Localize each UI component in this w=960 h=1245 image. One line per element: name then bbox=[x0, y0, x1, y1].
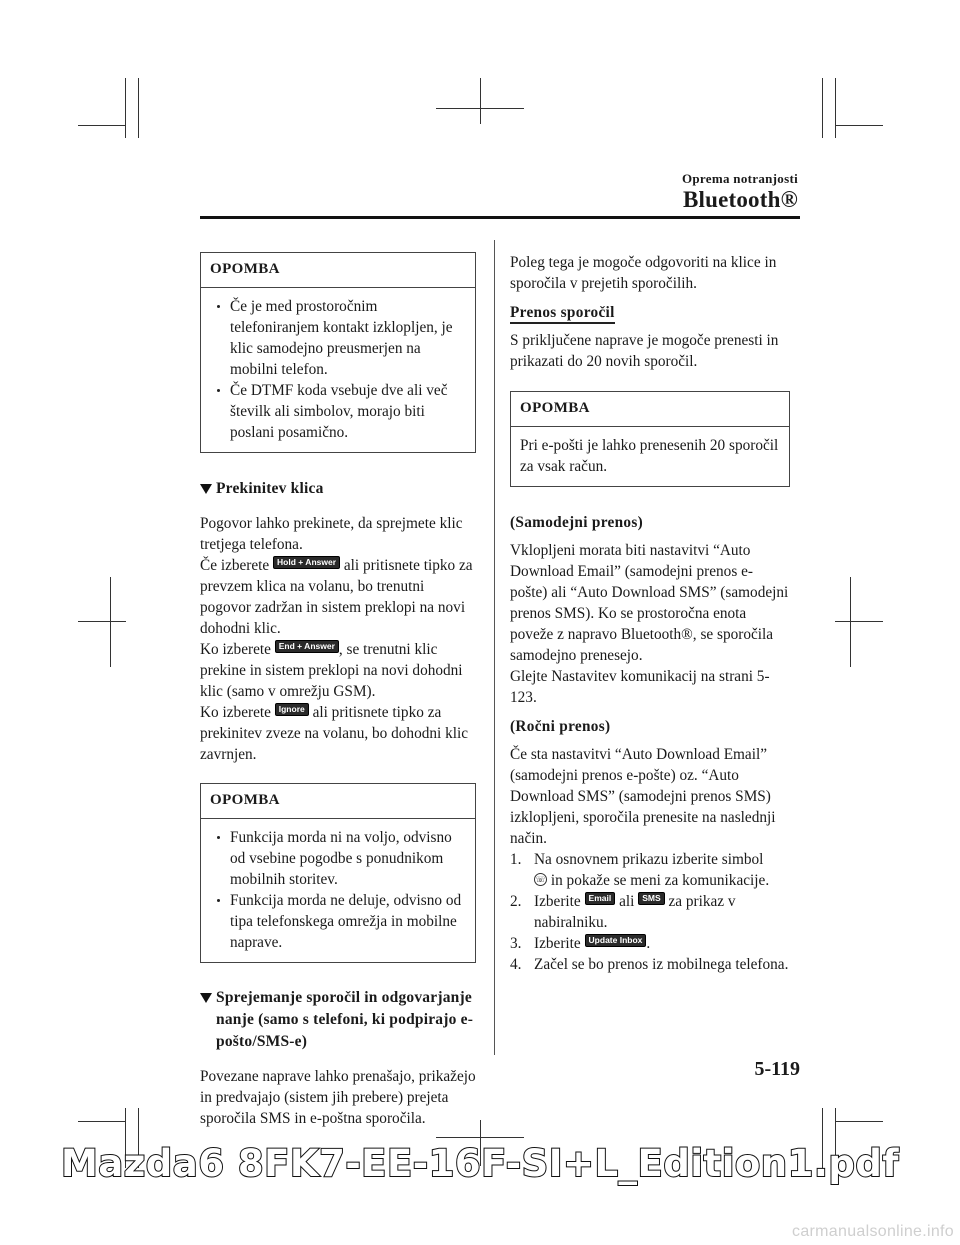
note-text: Funkcija morda ni na voljo, odvisno od vsebine pogodbe s ponudnikom mobilnih storitev. bbox=[230, 829, 452, 888]
paragraph: Poleg tega je mogoče odgovoriti na klice in sporočila v prejetih sporočilih. bbox=[510, 254, 777, 292]
crop-mark bbox=[480, 78, 481, 124]
step-number: 3. bbox=[510, 935, 522, 952]
communication-icon: ☏ bbox=[535, 875, 546, 884]
left-column bbox=[200, 252, 476, 1129]
footer-filename: Mazda6 8FK7-EE-16F-SI+L_Edition1.pdf bbox=[60, 1142, 900, 1185]
triangle-icon bbox=[200, 993, 212, 1003]
subheading-wrap bbox=[510, 302, 790, 324]
note-bullet bbox=[210, 890, 465, 953]
section-heading bbox=[200, 987, 476, 1053]
step-item: 1. Na osnovnem prikazu izberite simbol ☏ in pokaže se meni za komunikacije. bbox=[510, 851, 770, 889]
column-divider bbox=[494, 240, 495, 1055]
note-text: Funkcija morda ne deluje, odvisno od tipa telefonskega omrežja in mobilne naprave. bbox=[230, 892, 462, 951]
crop-mark bbox=[78, 125, 126, 126]
paragraph: Pogovor lahko prekinete, da sprejmete klic tretjega telefona. bbox=[200, 515, 463, 553]
note-title: OPOMBA bbox=[201, 253, 475, 288]
bullet-icon bbox=[217, 836, 220, 839]
bullet-icon bbox=[217, 899, 220, 902]
bullet-icon bbox=[217, 305, 220, 308]
note-bullet bbox=[210, 380, 465, 443]
page-title: Bluetooth® bbox=[682, 187, 798, 212]
step-item: 4. Začel se bo prenos iz mobilnega telefona. bbox=[510, 956, 789, 973]
note-bullet bbox=[210, 827, 465, 890]
crop-mark bbox=[436, 1137, 524, 1138]
crop-mark bbox=[78, 1121, 126, 1122]
watermark: carmanualsonline.info bbox=[792, 1223, 954, 1240]
note-box bbox=[200, 783, 476, 963]
page-number: 5-119 bbox=[754, 1058, 800, 1080]
crop-mark bbox=[835, 621, 883, 622]
email-button: Email bbox=[585, 892, 616, 905]
ignore-button: Ignore bbox=[275, 703, 309, 716]
paragraph: Ko izberete End + Answer , se trenutni klic prekine in sistem preklopi na novi dohodni klic (samo v omrežju GSM). bbox=[200, 641, 463, 700]
crop-mark bbox=[822, 78, 823, 138]
crop-mark bbox=[436, 108, 524, 109]
section-heading bbox=[200, 478, 476, 500]
step-number: 2. bbox=[510, 893, 522, 910]
note-box bbox=[200, 252, 476, 453]
step-number: 4. bbox=[510, 956, 522, 973]
step-item: 3. Izberite Update Inbox . bbox=[510, 935, 651, 952]
subheading: Prenos sporočil bbox=[510, 304, 615, 324]
note-body: Pri e-pošti je lahko prenesenih 20 sporočil za vsak račun. bbox=[520, 437, 779, 475]
heading-text: Sprejemanje sporočil in odgovarjanje nanje (samo s telefoni, ki podpirajo e-pošto/SMS-e) bbox=[216, 989, 474, 1050]
update-inbox-button: Update Inbox bbox=[585, 934, 647, 947]
paragraph: Če izberete Hold + Answer ali pritisnete tipko za prevzem klica na volanu, bo trenutni pogovor zadržan in sistem preklopi na novi dohodni klic. bbox=[200, 557, 473, 637]
note-bullet bbox=[210, 296, 465, 380]
note-text: Če DTMF koda vsebuje dve ali več številk ali simbolov, morajo biti poslani posamično. bbox=[230, 382, 448, 441]
step-item: 2. Izberite Email ali SMS za prikaz v nabiralniku. bbox=[510, 893, 736, 931]
end-answer-button: End + Answer bbox=[275, 640, 339, 653]
crop-mark bbox=[835, 1121, 883, 1122]
hold-answer-button: Hold + Answer bbox=[273, 556, 340, 569]
note-text: Če je med prostoročnim telefoniranjem kontakt izklopljen, je klic samodejno preusmerjen na mobilni telefon. bbox=[230, 298, 453, 378]
sms-button: SMS bbox=[638, 892, 664, 905]
heading-text: Prekinitev klica bbox=[216, 480, 324, 497]
header-rule bbox=[200, 216, 800, 219]
subheading: (Samodejni prenos) bbox=[510, 514, 644, 531]
crop-mark bbox=[78, 621, 126, 622]
note-body bbox=[201, 819, 475, 962]
step-number: 1. bbox=[510, 851, 522, 868]
crop-mark bbox=[835, 125, 883, 126]
crop-mark bbox=[850, 577, 851, 667]
paragraph: Glejte Nastavitev komunikacij na strani 5-123. bbox=[510, 668, 770, 706]
subheading: (Ročni prenos) bbox=[510, 718, 611, 735]
note-title: OPOMBA bbox=[511, 392, 789, 427]
crop-mark bbox=[110, 577, 111, 667]
triangle-icon bbox=[200, 484, 212, 494]
paragraph: Ko izberete Ignore ali pritisnete tipko za prekinitev zveze na volanu, bo dohodni klic zavrnjen. bbox=[200, 704, 469, 763]
bullet-icon bbox=[217, 389, 220, 392]
right-column bbox=[510, 252, 790, 975]
paragraph: Vklopljeni morata biti nastavitvi “Auto Download Email” (samodejni prenos e-pošte) ali “Auto Download SMS” (samodejni prenos SMS). Ko se prostoročna enota poveže z napravo Bluetooth®, se sporočila samodejno prenesejo. bbox=[510, 542, 789, 664]
paragraph: Če sta nastavitvi “Auto Download Email” (samodejni prenos e-pošte) oz. “Auto Download SMS” (samodejni prenos SMS) izklopljeni, sporočila prenesite na naslednji način. bbox=[510, 746, 776, 847]
note-box bbox=[510, 391, 790, 487]
crop-mark bbox=[125, 78, 126, 138]
paragraph: S priključene naprave je mogoče prenesti in prikazati do 20 novih sporočil. bbox=[510, 332, 779, 370]
crop-mark bbox=[138, 78, 139, 138]
crop-mark bbox=[835, 78, 836, 138]
note-title: OPOMBA bbox=[201, 784, 475, 819]
note-body bbox=[201, 288, 475, 452]
paragraph: Povezane naprave lahko prenašajo, prikažejo in predvajajo (sistem jih prebere) prejeta sporočila SMS in e-poštna sporočila. bbox=[200, 1068, 476, 1127]
section-label: Oprema notranjosti bbox=[681, 171, 798, 186]
